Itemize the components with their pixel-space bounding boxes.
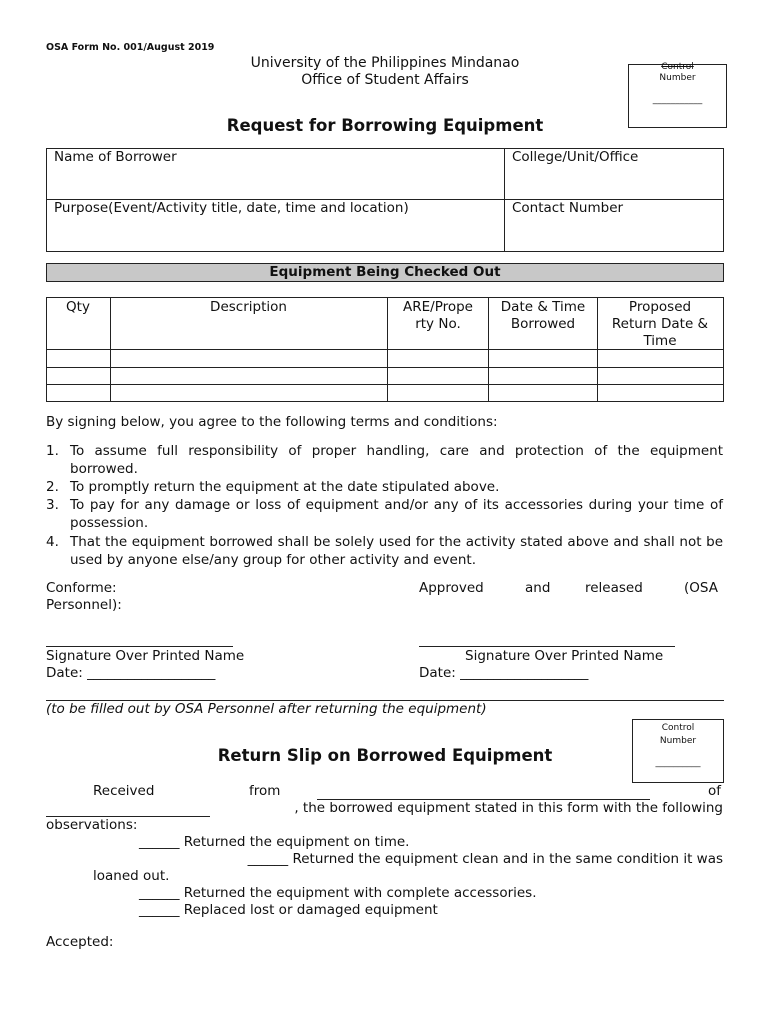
page-title: Request for Borrowing Equipment <box>226 116 544 135</box>
term-item: 1. To assume full responsibility of proper handling, care and protection of the equipment borrowed. <box>46 443 723 477</box>
received-text: Received <box>93 783 155 799</box>
observation-item[interactable]: ______ Returned the equipment with complete accessories. <box>139 885 537 901</box>
equipment-heading-bar <box>46 263 724 282</box>
form-number: OSA Form No. 001/August 2019 <box>46 42 215 53</box>
terms-intro: By signing below, you agree to the following terms and conditions: <box>46 414 498 430</box>
column-header-return-date: Proposed Return Date & Time <box>611 299 709 349</box>
observations-label: observations: <box>46 817 138 833</box>
approved-text: released <box>585 580 643 596</box>
control-blank: ___________ <box>652 95 703 105</box>
observation-item[interactable]: ______ Returned the equipment clean and in the same condition it was <box>247 851 723 867</box>
term-item: 3. To pay for any damage or loss of equipment and/or any of its accessories during your time of possession. <box>46 497 723 531</box>
observation-item[interactable]: ______ Replaced lost or damaged equipment <box>139 902 438 918</box>
control-label: Control <box>661 723 695 733</box>
return-note: (to be filled out by OSA Personnel after returning the equipment) <box>46 701 487 717</box>
control-label: Number <box>659 736 697 746</box>
control-label: Number <box>659 73 696 83</box>
date-field[interactable]: Date: ___________________ <box>46 665 216 681</box>
name-of-borrower-field[interactable]: Name of Borrower <box>54 149 177 165</box>
column-header-property-no: ARE/Prope rty No. <box>403 299 473 332</box>
column-header-qty: Qty <box>66 299 90 315</box>
equipment-heading: Equipment Being Checked Out <box>269 264 501 280</box>
osa-signature-line[interactable] <box>419 646 675 647</box>
approved-text: Approved <box>419 580 484 596</box>
conforme-label: Conforme: <box>46 580 117 596</box>
column-header-description: Description <box>210 299 287 315</box>
purpose-field[interactable]: Purpose(Event/Activity title, date, time and location) <box>54 200 409 216</box>
return-control-number-box[interactable] <box>632 719 724 783</box>
observation-item[interactable]: ______ Returned the equipment on time. <box>139 834 410 850</box>
personnel-label: Personnel): <box>46 597 122 613</box>
observation-item-continued: loaned out. <box>93 868 170 884</box>
contact-number-field[interactable]: Contact Number <box>512 200 624 216</box>
approved-text: (OSA <box>684 580 718 596</box>
university-name: University of the Philippines Mindanao <box>250 55 520 71</box>
received-text: , the borrowed equipment stated in this form with the following <box>294 800 723 816</box>
return-slip-title: Return Slip on Borrowed Equipment <box>217 746 553 765</box>
signature-label: Signature Over Printed Name <box>46 648 245 664</box>
of-text: of <box>708 783 722 799</box>
date-field[interactable]: Date: ___________________ <box>419 665 589 681</box>
accepted-label: Accepted: <box>46 934 114 950</box>
control-blank: __________ <box>655 758 701 768</box>
approved-text: and <box>525 580 551 596</box>
from-text: from <box>249 783 281 799</box>
borrower-signature-line[interactable] <box>46 646 233 647</box>
office-name: Office of Student Affairs <box>301 72 469 88</box>
signature-label: Signature Over Printed Name <box>465 648 664 664</box>
control-label: Control <box>661 62 694 72</box>
term-item: 2. To promptly return the equipment at the date stipulated above. <box>46 479 500 495</box>
column-header-date-borrowed: Date & Time Borrowed <box>500 299 586 332</box>
term-item: 4. That the equipment borrowed shall be solely used for the activity stated above and shall not be used by anyone else/any group for other activity and event. <box>46 534 723 568</box>
college-field[interactable]: College/Unit/Office <box>512 149 639 165</box>
